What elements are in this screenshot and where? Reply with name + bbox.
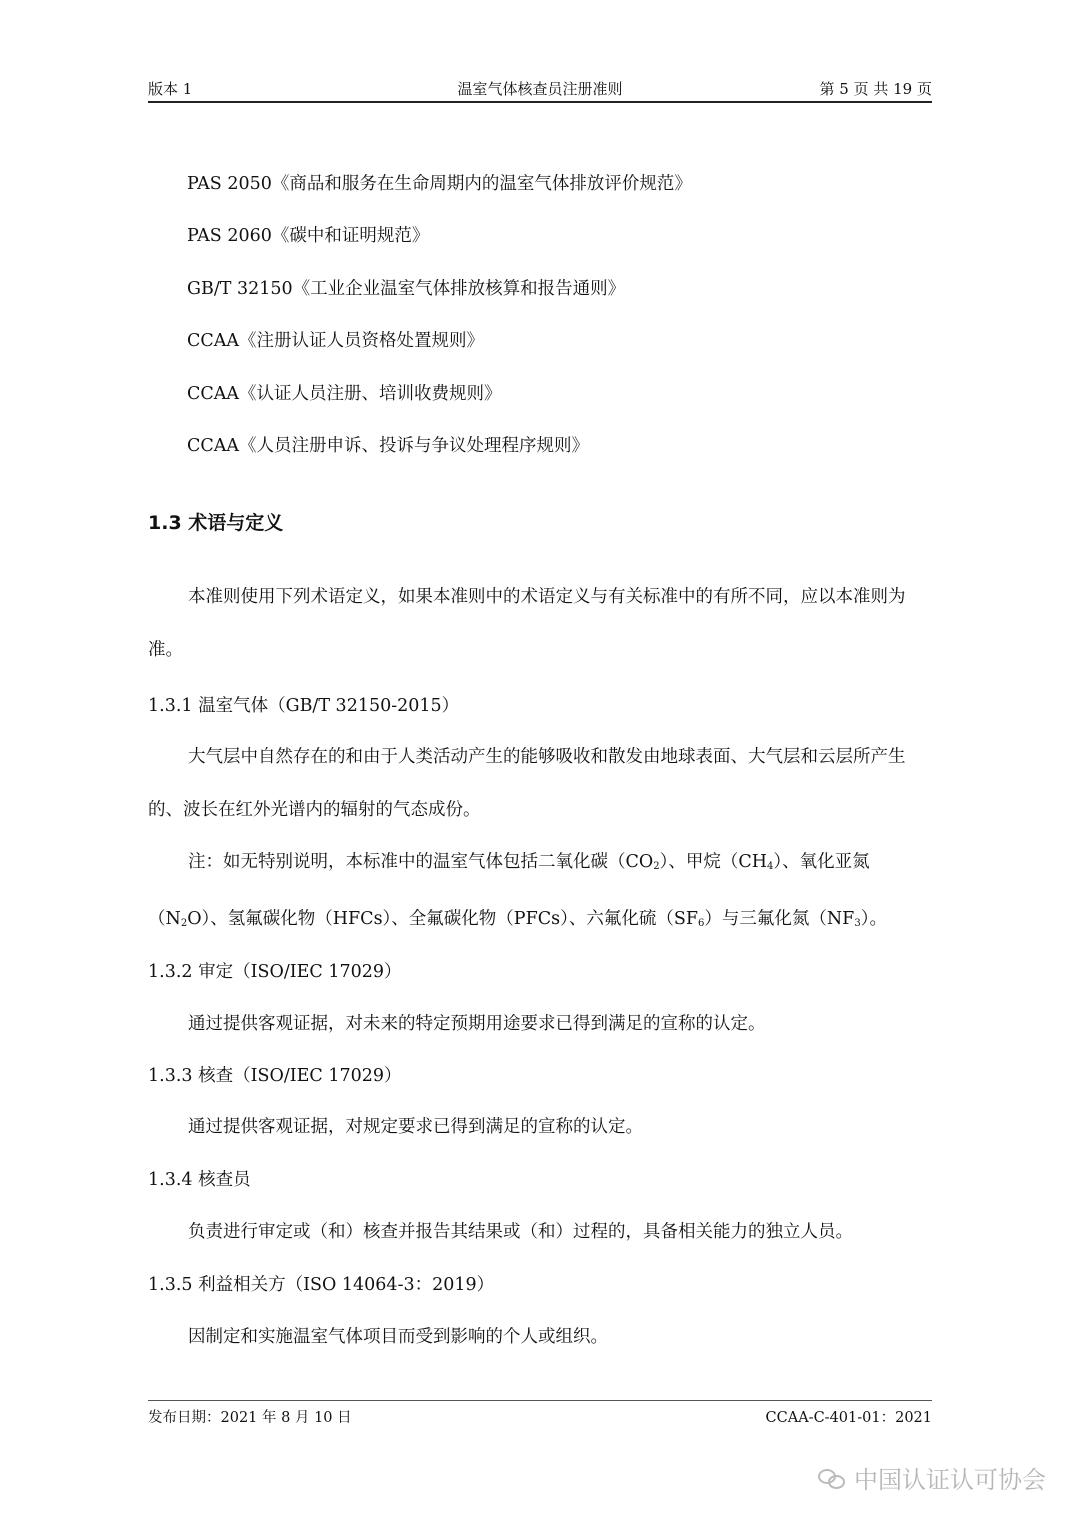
version-label: 版本 1 [148,80,193,98]
term-title: 1.3.2 审定（ISO/IEC 17029） [148,962,402,982]
reference-item: PAS 2060《碳中和证明规范》 [187,226,430,246]
section-intro: 本准则使用下列术语定义，如果本准则中的术语定义与有关标准中的有所不同，应以本准则为准。 [148,587,906,660]
term-definition: 大气层中自然存在的和由于人类活动产生的能够吸收和散发由地球表面、大气层和云层所产生的、波长在红外光谱内的辐射的气态成份。 [148,747,906,820]
document-title: 温室气体核查员注册准则 [457,80,623,98]
term-title: 1.3.5 利益相关方（ISO 14064-3：2019） [148,1275,495,1295]
watermark-text: 中国认证认可协会 [854,1466,1046,1494]
document-code: CCAA-C-401-01：2021 [765,1410,932,1426]
term-definition: 通过提供客观证据，对未来的特定预期用途要求已得到满足的宣称的认定。 [188,1014,766,1034]
page-header [148,78,932,102]
reference-item: CCAA《认证人员注册、培训收费规则》 [187,384,502,404]
term-title: 1.3.1 温室气体（GB/T 32150-2015） [148,696,460,716]
reference-item: CCAA《注册认证人员资格处置规则》 [187,331,485,351]
reference-item: CCAA《人员注册申诉、投诉与争议处理程序规则》 [187,436,590,456]
reference-item: GB/T 32150《工业企业温室气体排放核算和报告通则》 [187,279,626,299]
term-title: 1.3.4 核查员 [148,1170,251,1190]
reference-item: PAS 2050《商品和服务在生命周期内的温室气体排放评价规范》 [187,174,692,194]
publish-date: 发布日期：2021 年 8 月 10 日 [148,1410,352,1426]
section-heading: 1.3 术语与定义 [148,512,284,534]
term-definition: 因制定和实施温室气体项目而受到影响的个人或组织。 [188,1327,608,1347]
term-note: 注：如无特别说明，本标准中的温室气体包括二氧化碳$(CO_2)$、甲烷$(CH_4)$、氧化亚氮$(N_2O)$、氢氟碳化物（HFCs）、全氟碳化物（PFCs）、六氟化硫$(SF_6)$与三氟化氮$(NF_3)$。 [148,852,887,929]
watermark [818,1460,1046,1495]
header-divider [148,101,932,103]
term-definition: 负责进行审定或（和）核查并报告其结果或（和）过程的，具备相关能力的独立人员。 [188,1222,853,1242]
wechat-icon [818,1467,846,1489]
term-title: 1.3.3 核查（ISO/IEC 17029） [148,1066,402,1086]
footer-divider [148,1400,932,1401]
page-number: 第 5 页 共 19 页 [819,80,932,98]
term-definition: 通过提供客观证据，对规定要求已得到满足的宣称的认定。 [188,1117,643,1137]
